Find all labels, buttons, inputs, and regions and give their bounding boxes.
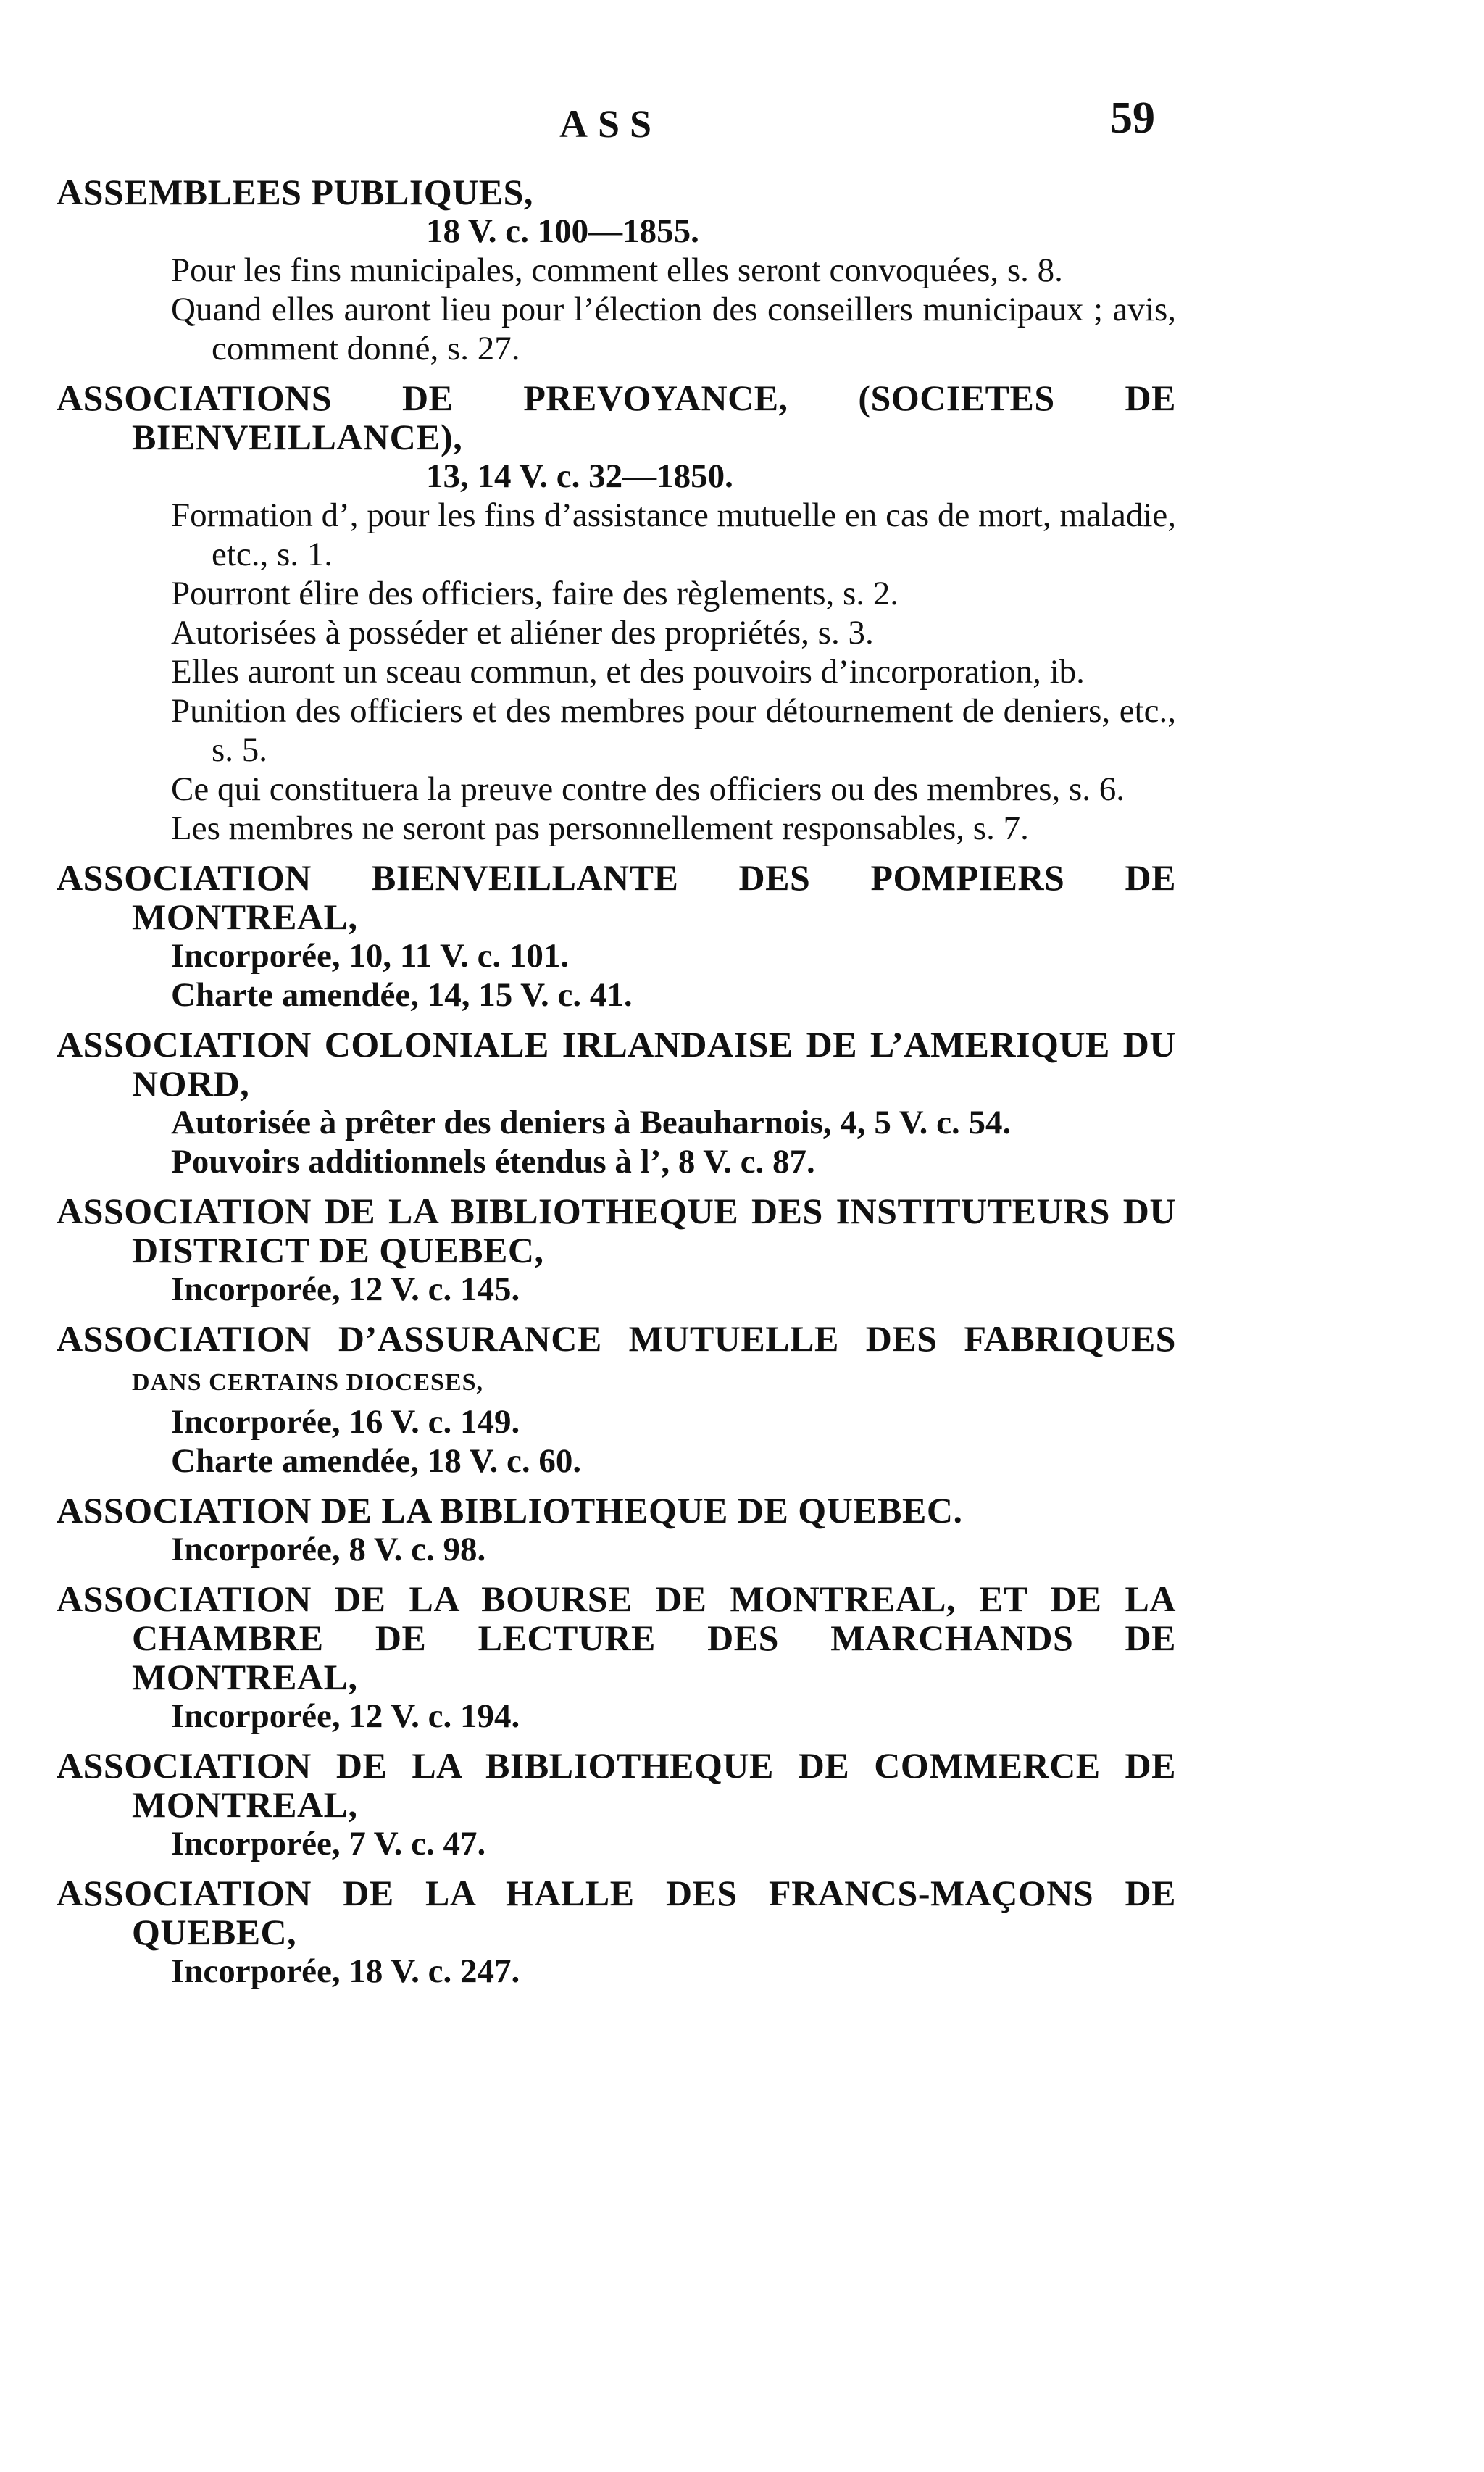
- index-entry: [57, 1746, 1176, 1863]
- index-entry: [57, 378, 1176, 848]
- entry-heading: [57, 1319, 1176, 1402]
- entry-item: Pour les fins municipales, comment elles seront convoquées, s. 8.: [171, 251, 1063, 289]
- index-entry: [57, 1873, 1176, 1991]
- entry-heading: ASSOCIATION DE LA HALLE DES FRANCS-MAÇONS DE QUEBEC,: [57, 1873, 1176, 1952]
- entry-item: Pourront élire des officiers, faire des règlements, s. 2.: [171, 575, 899, 612]
- entry-heading: ASSEMBLEES PUBLIQUES,: [57, 172, 533, 212]
- entry-item: Incorporée, 12 V. c. 145.: [171, 1270, 520, 1308]
- entry-heading: ASSOCIATION DE LA BIBLIOTHEQUE DE COMMERCE DE MONTREAL,: [57, 1745, 1176, 1825]
- entry-heading: ASSOCIATIONS DE PREVOYANCE, (SOCIETES DE BIENVEILLANCE),: [57, 378, 1176, 457]
- entry-item: Charte amendée, 14, 15 V. c. 41.: [171, 976, 633, 1014]
- entry-item: Pouvoirs additionnels étendus à l’, 8 V. c. 87.: [171, 1143, 815, 1181]
- entry-heading: ASSOCIATION DE LA BIBLIOTHEQUE DES INSTITUTEURS DU DISTRICT DE QUEBEC,: [57, 1191, 1176, 1270]
- entry-item: Elles auront un sceau commun, et des pouvoirs d’incorporation, ib.: [171, 653, 1085, 691]
- entry-heading-small-caps: DANS CERTAINS DIOCESES,: [132, 1369, 484, 1396]
- index-entry: [57, 1491, 1176, 1569]
- entry-heading: ASSOCIATION DE LA BOURSE DE MONTREAL, ET DE LA CHAMBRE DE LECTURE DES MARCHANDS DE MONTREAL,: [57, 1578, 1176, 1697]
- entry-item: Incorporée, 7 V. c. 47.: [171, 1825, 486, 1863]
- index-entry: [57, 1025, 1176, 1181]
- index-entry: [57, 1579, 1176, 1736]
- entry-item: Incorporée, 12 V. c. 194.: [171, 1697, 520, 1735]
- entry-heading: ASSOCIATION COLONIALE IRLANDAISE DE L’AMERIQUE DU NORD,: [57, 1024, 1176, 1104]
- entry-item: Charte amendée, 18 V. c. 60.: [171, 1442, 582, 1480]
- index-entry: [57, 1191, 1176, 1309]
- entry-item: Autorisée à prêter des deniers à Beauharnois, 4, 5 V. c. 54.: [171, 1104, 1012, 1141]
- page-header: [0, 87, 1484, 152]
- entry-citation: 18 V. c. 100—1855.: [426, 212, 699, 250]
- index-content: [57, 172, 1176, 2001]
- entry-item: Incorporée, 10, 11 V. c. 101.: [171, 937, 570, 975]
- entry-item: Les membres ne seront pas personnellement responsables, s. 7.: [171, 810, 1029, 847]
- entry-heading: ASSOCIATION BIENVEILLANTE DES POMPIERS DE MONTREAL,: [57, 857, 1176, 937]
- entry-item: Formation d’, pour les fins d’assistance mutuelle en cas de mort, maladie, etc., s. 1.: [171, 496, 1176, 573]
- entry-item: Ce qui constituera la preuve contre des officiers ou des membres, s. 6.: [171, 770, 1125, 808]
- running-head: ASS: [559, 102, 662, 146]
- index-entry: [57, 1319, 1176, 1481]
- entry-item: Incorporée, 16 V. c. 149.: [171, 1403, 520, 1441]
- index-entry: [57, 172, 1176, 368]
- entry-item: Punition des officiers et des membres pour détournement de deniers, etc., s. 5.: [171, 692, 1176, 769]
- index-entry: [57, 858, 1176, 1015]
- entry-item: Incorporée, 8 V. c. 98.: [171, 1531, 486, 1568]
- entry-heading-main: ASSOCIATION D’ASSURANCE MUTUELLE DES FABRIQUES: [57, 1318, 1176, 1359]
- page-number: 59: [1110, 93, 1155, 143]
- entry-citation: 13, 14 V. c. 32—1850.: [426, 457, 733, 495]
- entry-item: Quand elles auront lieu pour l’élection des conseillers municipaux ; avis, comment donné, s. 27.: [171, 291, 1176, 367]
- entry-item: Autorisées à posséder et aliéner des propriétés, s. 3.: [171, 614, 874, 652]
- entry-heading: ASSOCIATION DE LA BIBLIOTHEQUE DE QUEBEC.: [57, 1490, 963, 1531]
- entry-item: Incorporée, 18 V. c. 247.: [171, 1952, 520, 1990]
